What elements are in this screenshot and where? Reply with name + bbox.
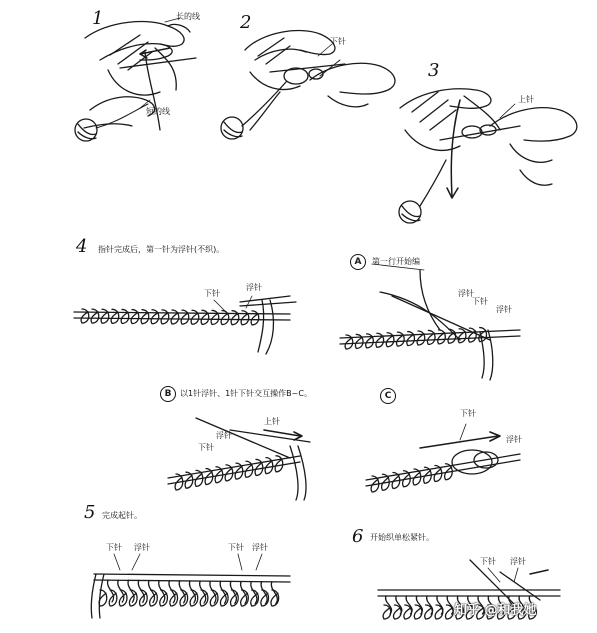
step-A-badge: A (350, 254, 366, 270)
step-6-number: 6 (352, 526, 364, 547)
step-B-lower-needle-label: 下针 (198, 443, 214, 452)
step-C-lower-needle-label: 下针 (460, 409, 476, 418)
step-1-short-yarn-label: 短的线 (146, 107, 170, 116)
stitch-step5 (160, 590, 168, 606)
step-5-float-stitch-label-left: 浮针 (134, 543, 150, 552)
watermark: 知乎 @和我她 (454, 603, 537, 618)
stitch-stepA (407, 332, 415, 346)
step-1-long-yarn-label: 长的线 (176, 12, 200, 21)
stitch-stepB (245, 461, 253, 477)
step-3-upper-needle-label: 上针 (518, 95, 534, 104)
step-4-caption: 指针完成后，第一针为浮针(不织)。 (98, 245, 225, 254)
stitch-step4 (171, 310, 179, 324)
step-A-lower-needle-label: 下针 (472, 297, 488, 306)
step-A-caption: 第一行开始编 (372, 257, 420, 266)
stitch-stepA (479, 328, 487, 342)
step-B-float-stitch-label: 浮针 (216, 431, 232, 440)
stitch-step4 (101, 309, 109, 323)
step-C-badge: C (380, 388, 396, 404)
stitch-step6 (383, 605, 391, 619)
step-5-float-stitch-label-right: 浮针 (252, 543, 268, 552)
stitch-step4 (251, 311, 259, 325)
step3-illustration (399, 89, 577, 223)
step-6-caption: 开始织单松紧针。 (370, 533, 434, 542)
stitch-stepB (275, 456, 283, 472)
step2-illustration (221, 31, 395, 139)
stitch-step4 (211, 310, 219, 324)
stitch-stepA (458, 329, 466, 343)
stitch-step4 (91, 309, 99, 323)
step-5-caption: 完成起针。 (102, 511, 142, 520)
step-6-lower-needle-label: 下针 (480, 557, 496, 566)
stitch-step5 (140, 590, 148, 606)
step-A-float-stitch-label: 浮针 (458, 289, 474, 298)
stitch-step4 (81, 309, 89, 323)
step-C-float-stitch-label: 浮针 (506, 435, 522, 444)
step-A-float-stitch-label-2: 浮针 (496, 305, 512, 314)
stitch-step4 (191, 310, 199, 324)
stitch-step4 (201, 310, 209, 324)
stitch-step4 (161, 310, 169, 324)
step-B-upper-needle-label: 上针 (264, 417, 280, 426)
stitch-stepA (366, 334, 374, 348)
stitch-step6 (393, 605, 401, 619)
stepC-illustration (366, 424, 520, 486)
stitch-step4 (231, 311, 239, 325)
stitch-step4 (241, 311, 249, 325)
stepA-illustration (340, 264, 520, 380)
stitch-step4 (151, 310, 159, 324)
stitch-step4 (221, 311, 229, 325)
stitch-stepB (255, 459, 263, 475)
step-6-float-stitch-label: 浮针 (510, 557, 526, 566)
stitch-step4 (111, 309, 119, 323)
stitch-step5 (119, 590, 127, 606)
step-5-lower-needle-label-left: 下针 (106, 543, 122, 552)
stitch-step5 (129, 590, 137, 606)
step-4-float-stitch-label: 浮针 (246, 283, 262, 292)
stitch-step5-loop (261, 582, 267, 604)
stitch-stepA (417, 331, 425, 345)
step-5-lower-needle-label-right: 下针 (228, 543, 244, 552)
stitch-step5 (150, 590, 158, 606)
stitch-stepA (438, 330, 446, 344)
step-2-number: 2 (240, 12, 252, 33)
stitch-stepB (265, 458, 273, 474)
stitch-step5-loop (159, 581, 165, 603)
stitch-stepA (427, 330, 435, 344)
stitch-stepA (376, 333, 384, 347)
step-B-badge: B (160, 386, 176, 402)
stitch-step4 (181, 310, 189, 324)
stitch-stepA (397, 332, 405, 346)
stitch-step4 (141, 310, 149, 324)
stitch-step4 (121, 309, 129, 323)
step1-illustration (75, 18, 196, 141)
stitch-stepA (386, 333, 394, 347)
step-2-lower-needle-label: 下针 (330, 37, 346, 46)
step-5-number: 5 (84, 502, 96, 523)
step-1-number: 1 (92, 8, 104, 29)
step-4-lower-needle-label: 下针 (204, 289, 220, 298)
stitch-step4 (131, 310, 139, 324)
step-B-caption: 以1针浮针、1针下针交互操作B~C。 (180, 389, 312, 398)
step-4-number: 4 (76, 236, 88, 257)
step-3-number: 3 (428, 60, 440, 81)
step4-illustration (74, 296, 296, 354)
stitch-step5-loop (169, 581, 175, 603)
stitch-chains (81, 309, 536, 619)
